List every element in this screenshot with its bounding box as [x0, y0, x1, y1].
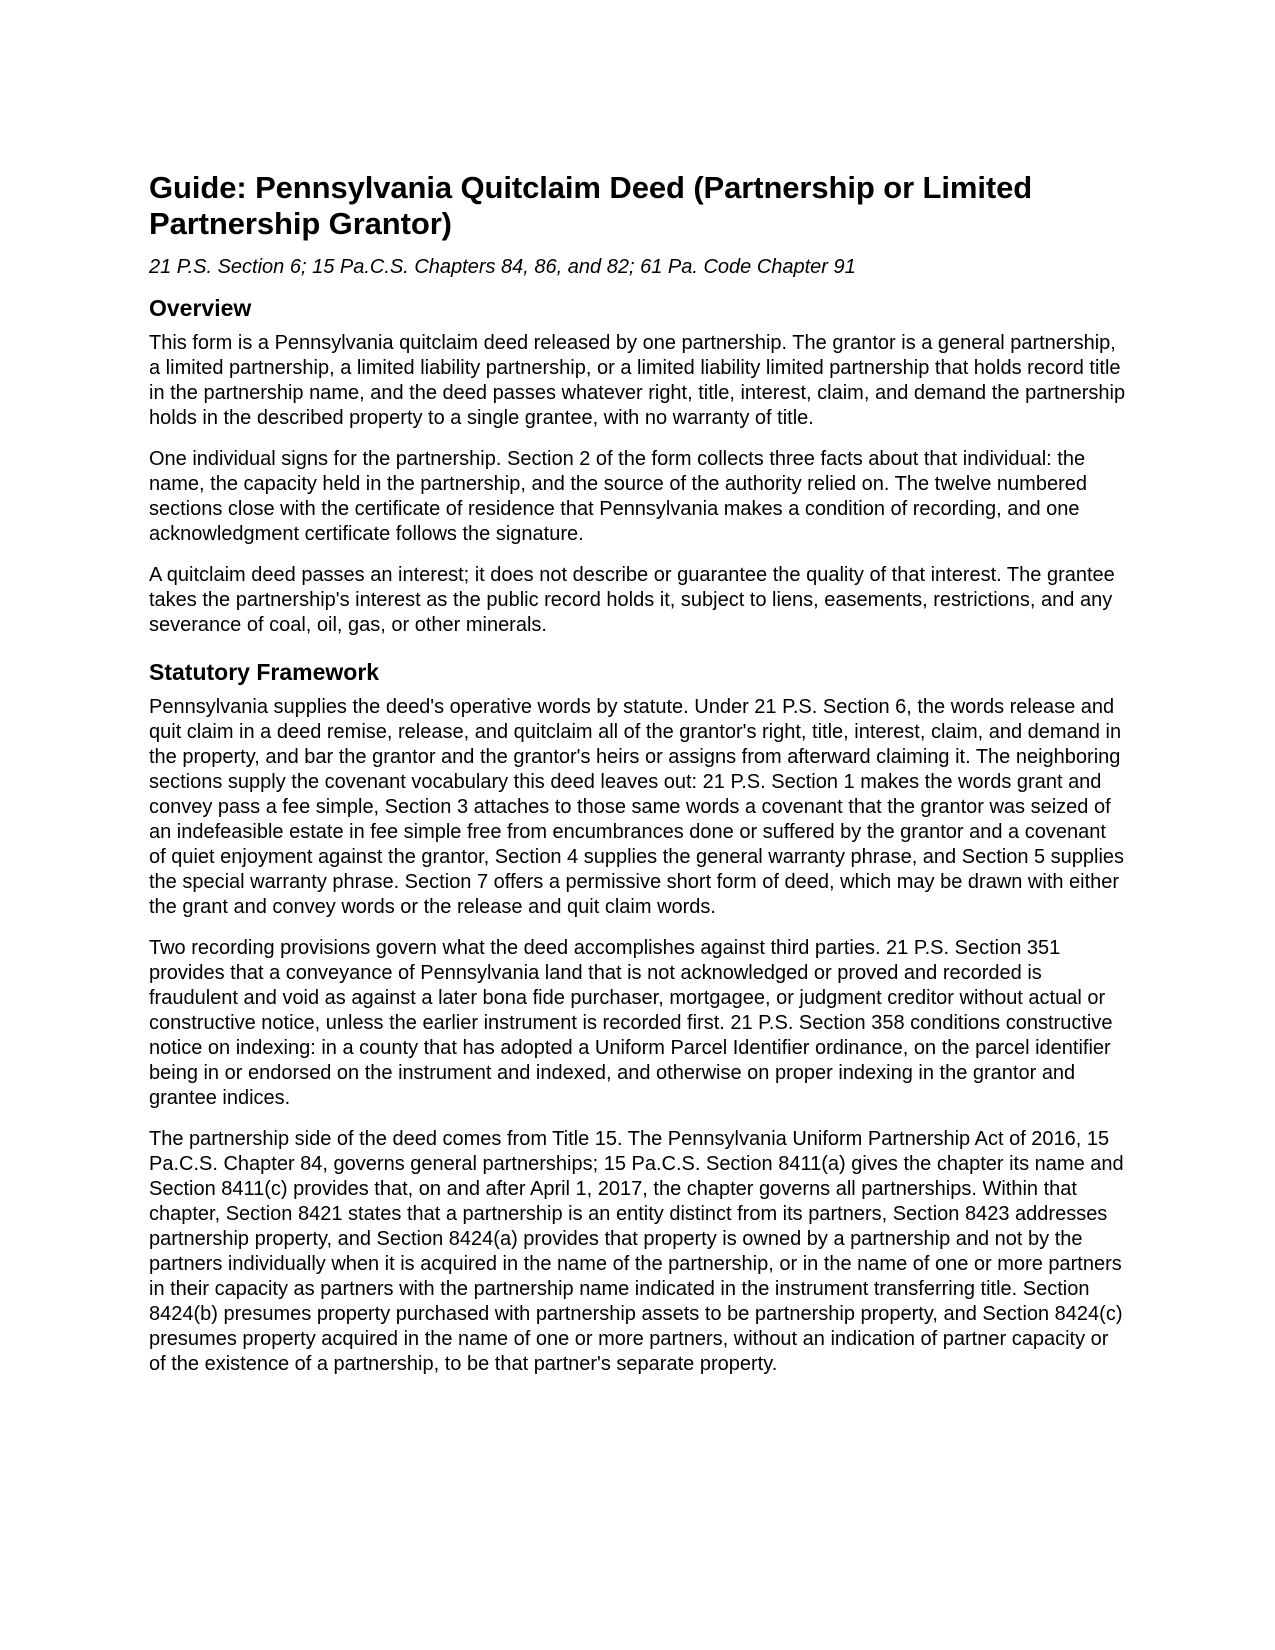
- statutory-paragraph-2: Two recording provisions govern what the deed accomplishes against third parties. 21 P.S. Section 351 provides that a conveyance of Pennsylvania land that is not acknowledged or proved and recorded is fraudulent and void as against a later bona fide purchaser, mortgagee, or judgment creditor without actual or constructive notice, unless the earlier instrument is recorded first. 21 P.S. Section 358 conditions constructive notice on indexing: in a county that has adopted a Uniform Parcel Identifier ordinance, on the parcel identifier being in or endorsed on the instrument and indexed, and otherwise on proper indexing in the grantor and grantee indices.: [149, 937, 1113, 1109]
- statutory-paragraph-1: Pennsylvania supplies the deed's operative words by statute. Under 21 P.S. Section 6, the words release and quit claim in a deed remise, release, and quitclaim all of the grantor's right, title, interest, claim, and demand in the property, and bar the grantor and the grantor's heirs or assigns from afterward claiming it. The neighboring sections supply the covenant vocabulary this deed leaves out: 21 P.S. Section 1 makes the words grant and convey pass a fee simple, Section 3 attaches to those same words a covenant that the grantor was seized of an indefeasible estate in fee simple free from encumbrances done or suffered by the grantor and a covenant of quiet enjoyment against the grantor, Section 4 supplies the general warranty phrase, and Section 5 supplies the special warranty phrase. Section 7 offers a permissive short form of deed, which may be drawn with either the grant and convey words or the release and quit claim words.: [149, 696, 1125, 918]
- section-overview: [149, 294, 1127, 638]
- overview-paragraph-1: This form is a Pennsylvania quitclaim deed released by one partnership. The grantor is a general partnership, a limited partnership, a limited liability partnership, or a limited liability limited partnership that holds record title in the partnership name, and the deed passes whatever right, title, interest, claim, and demand the partnership holds in the described property to a single grantee, with no warranty of title.: [149, 332, 1126, 429]
- overview-paragraph-2: One individual signs for the partnership. Section 2 of the form collects three facts about that individual: the name, the capacity held in the partnership, and the source of the authority relied on. The twelve numbered sections close with the certificate of residence that Pennsylvania makes a condition of recording, and one acknowledgment certificate follows the signature.: [149, 448, 1087, 545]
- section-heading-overview: Overview: [149, 295, 252, 321]
- section-heading-statutory-framework: Statutory Framework: [149, 659, 380, 685]
- statutory-citation: 21 P.S. Section 6; 15 Pa.C.S. Chapters 84, 86, and 82; 61 Pa. Code Chapter 91: [149, 256, 856, 278]
- document-page: [149, 170, 1127, 1377]
- statutory-paragraph-3: The partnership side of the deed comes from Title 15. The Pennsylvania Uniform Partnership Act of 2016, 15 Pa.C.S. Chapter 84, governs general partnerships; 15 Pa.C.S. Section 8411(a) gives the chapter its name and Section 8411(c) provides that, on and after April 1, 2017, the chapter governs all partnerships. Within that chapter, Section 8421 states that a partnership is an entity distinct from its partners, Section 8423 addresses partnership property, and Section 8424(a) provides that property is owned by a partnership and not by the partners individually when it is acquired in the name of the partnership, or in the name of one or more partners in their capacity as partners with the partnership name indicated in the instrument transferring title. Section 8424(b) presumes property purchased with partnership assets to be partnership property, and Section 8424(c) presumes property acquired in the name of one or more partners, without an indication of partner capacity or of the existence of a partnership, to be that partner's separate property.: [149, 1128, 1124, 1375]
- document-title: Guide: Pennsylvania Quitclaim Deed (Partnership or Limited Partnership Grantor): [149, 170, 1033, 241]
- section-statutory-framework: [149, 658, 1127, 1377]
- overview-paragraph-3: A quitclaim deed passes an interest; it does not describe or guarantee the quality of that interest. The grantee takes the partnership's interest as the public record holds it, subject to liens, easements, restrictions, and any severance of coal, oil, gas, or other minerals.: [149, 564, 1115, 636]
